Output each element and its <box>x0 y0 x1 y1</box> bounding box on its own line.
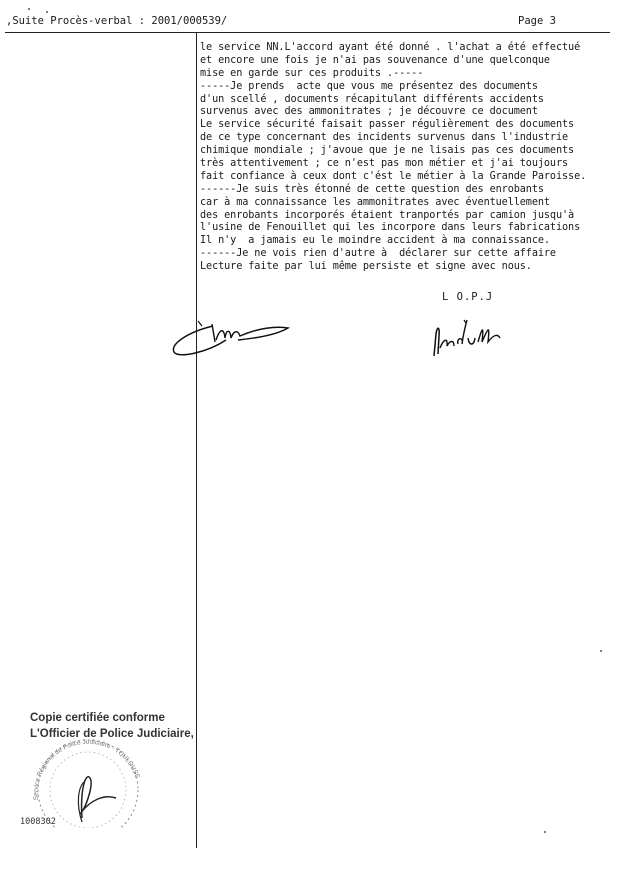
scan-speck <box>46 11 48 13</box>
officer-signature <box>428 316 518 361</box>
page-number: Page 3 <box>518 15 556 27</box>
stamp-officer-label: L'Officier de Police Judiciaire, <box>30 728 194 740</box>
body-line: fait confiance à ceux dont c'ést le métier à la Grande Paroisse. <box>200 170 587 182</box>
document-number: 1008302 <box>20 817 56 827</box>
scan-speck <box>544 831 546 833</box>
statement-body <box>200 42 610 274</box>
stamp-certified-copy: Copie certifiée conforme <box>30 712 165 724</box>
body-line: ------Je ne vois rien d'autre à déclarer sur cette affaire <box>200 248 556 260</box>
declarant-signature <box>168 318 293 363</box>
margin-rule <box>196 32 197 848</box>
body-line: Le service sécurité faisait passer régulièrement des documents <box>200 119 575 131</box>
page-header <box>6 15 610 31</box>
header-rule <box>5 32 610 33</box>
body-line: ------Je suis très étonné de cette question des enrobants <box>200 183 544 195</box>
body-line: et encore une fois je n'ai pas souvenance d'une quelconque <box>200 54 550 66</box>
body-line: mise en garde sur ces produits .----- <box>200 67 424 79</box>
body-line: Il n'y a jamais eu le moindre accident à ma connaissance. <box>200 235 550 247</box>
scan-speck <box>600 650 602 652</box>
body-line: Lecture faite par lui même persiste et signe avec nous. <box>200 261 532 273</box>
body-line: chimique mondiale ; j'avoue que je ne lisais pas ces documents <box>200 145 575 157</box>
scan-speck <box>28 8 30 10</box>
header-reference: ,Suite Procès-verbal : 2001/000539/ <box>6 15 228 27</box>
body-line: l'usine de Fenouillet qui les incorpore dans leurs fabrications <box>200 222 581 234</box>
body-line: survenus avec des ammonitrates ; je découvre ce document <box>200 106 538 118</box>
body-line: très attentivement ; ce n'est pas mon métier et j'ai toujours <box>200 158 569 170</box>
body-line: -----Je prends acte que vous me présentez des documents <box>200 80 538 92</box>
body-line: le service NN.L'accord ayant été donné . l'achat a été effectué <box>200 42 581 53</box>
body-line: de ce type concernant des incidents survenus dans l'industrie <box>200 132 569 144</box>
signature-label: L O.P.J <box>442 291 494 303</box>
official-seal <box>20 738 150 828</box>
body-line: des enrobants incorporés étaient tranportés par camion jusqu'à <box>200 209 575 221</box>
body-line: d'un scellé , documents récapitulant différents accidents <box>200 93 544 105</box>
seal-text: Service Régional de Police Judiciaire · TOULOUSE <box>32 738 141 801</box>
body-line: car à ma connaissance les ammonitrates avec éventuellement <box>200 196 550 208</box>
